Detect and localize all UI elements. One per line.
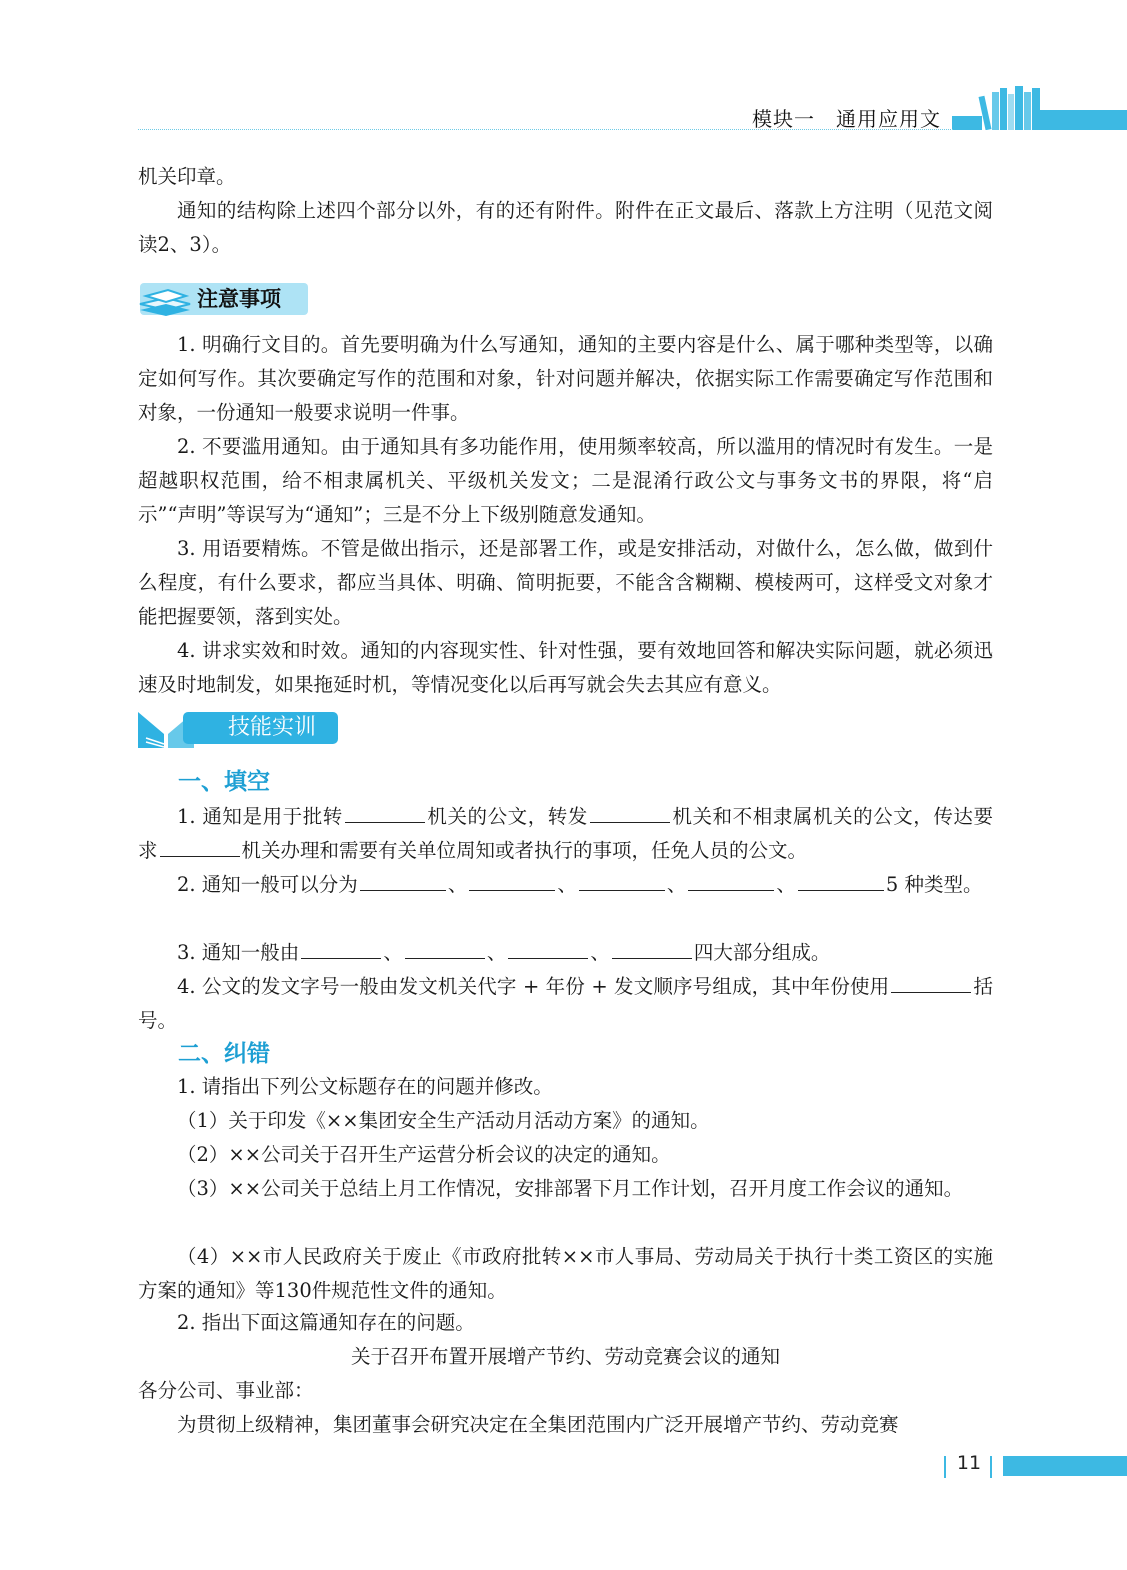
header-divider — [138, 129, 953, 130]
page-number-divider-left — [944, 1456, 946, 1478]
books-stack-icon — [136, 282, 194, 318]
notes-item-1: 1. 明确行文目的。首先要明确为什么写通知，通知的主要内容是什么、属于哪种类型等，以确定如何写作。其次要确定写作的范围和对象，针对问题并解决，依据实际工作需要确定写作范围和对象，一份通知一般要求说明一件事。 — [138, 333, 993, 424]
fill-blank-q1: 1. 通知是用于批转 机关的公文，转发 机关和不相隶属机关的公文，传达要求 机关办理和需要有关单位周知或者执行的事项，任免人员的公文。 — [138, 805, 993, 862]
page-number-divider-right — [990, 1456, 992, 1478]
fill-blank-q2: 2. 通知一般可以分为 、 、 、 、 5 种类型。 — [177, 873, 983, 896]
fill-blank-q3: 3. 通知一般由 、 、 、 四大部分组成。 — [177, 941, 831, 964]
books-icon — [952, 86, 1042, 130]
body-paragraph-attachment: 通知的结构除上述四个部分以外，有的还有附件。附件在正文最后、落款上方注明（见范文阅读2、3）。 — [138, 199, 993, 256]
correction-q1: 1. 请指出下列公文标题存在的问题并修改。 — [177, 1075, 553, 1098]
notice-doc-body: 为贯彻上级精神，集团董事会研究决定在全集团范围内广泛开展增产节约、劳动竞赛 — [177, 1413, 899, 1436]
notes-section-title: 注意事项 — [197, 287, 281, 311]
notes-item-4: 4. 讲求实效和时效。通知的内容现实性、针对性强，要有效地回答和解决实际问题，就必须迅速及时地制发，如果拖延时机，等情况变化以后再写就会失去其应有意义。 — [138, 639, 993, 696]
notes-item-3: 3. 用语要精炼。不管是做出指示，还是部署工作，或是安排活动，对做什么，怎么做，做到什么程度，有什么要求，都应当具体、明确、简明扼要，不能含含糊糊、模棱两可，这样受文对象才能把握要领，落到实处。 — [138, 537, 993, 628]
running-header-title: 模块一 通用应用文 — [752, 107, 941, 131]
correction-item-3: （3）××公司关于总结上月工作情况，安排部署下月工作计划，召开月度工作会议的通知。 — [177, 1177, 964, 1200]
correction-q2: 2. 指出下面这篇通知存在的问题。 — [177, 1311, 475, 1334]
footer-accent-bar — [1003, 1456, 1127, 1476]
fill-blank-heading: 一、填空 — [178, 769, 270, 795]
notice-doc-title: 关于召开布置开展增产节约、劳动竞赛会议的通知 — [350, 1345, 780, 1368]
body-line-1: 机关印章。 — [138, 165, 236, 188]
notes-item-2: 2. 不要滥用通知。由于通知具有多功能作用，使用频率较高，所以滥用的情况时有发生。一是超越职权范围，给不相隶属机关、平级机关发文；二是混淆行政公文与事务文书的界限，将“启示”“声明”等误写为“通知”；三是不分上下级别随意发通知。 — [138, 435, 993, 526]
correction-item-4: （4）××市人民政府关于废止《市政府批转××市人事局、劳动局关于执行十类工资区的实施方案的通知》等130件规范性文件的通知。 — [138, 1245, 993, 1302]
correction-heading: 二、纠错 — [178, 1041, 270, 1067]
skills-section-title: 技能实训 — [228, 715, 317, 740]
header-accent-bar — [1040, 110, 1127, 130]
notice-doc-recipient: 各分公司、事业部： — [138, 1379, 314, 1402]
page-number: 11 — [956, 1452, 982, 1474]
correction-item-1: （1）关于印发《××集团安全生产活动月活动方案》的通知。 — [177, 1109, 710, 1132]
correction-item-2: （2）××公司关于召开生产运营分析会议的决定的通知。 — [177, 1143, 671, 1166]
fill-blank-q4: 4. 公文的发文字号一般由发文机关代字 + 年份 + 发文顺序号组成，其中年份使用 括号。 — [138, 975, 993, 1032]
